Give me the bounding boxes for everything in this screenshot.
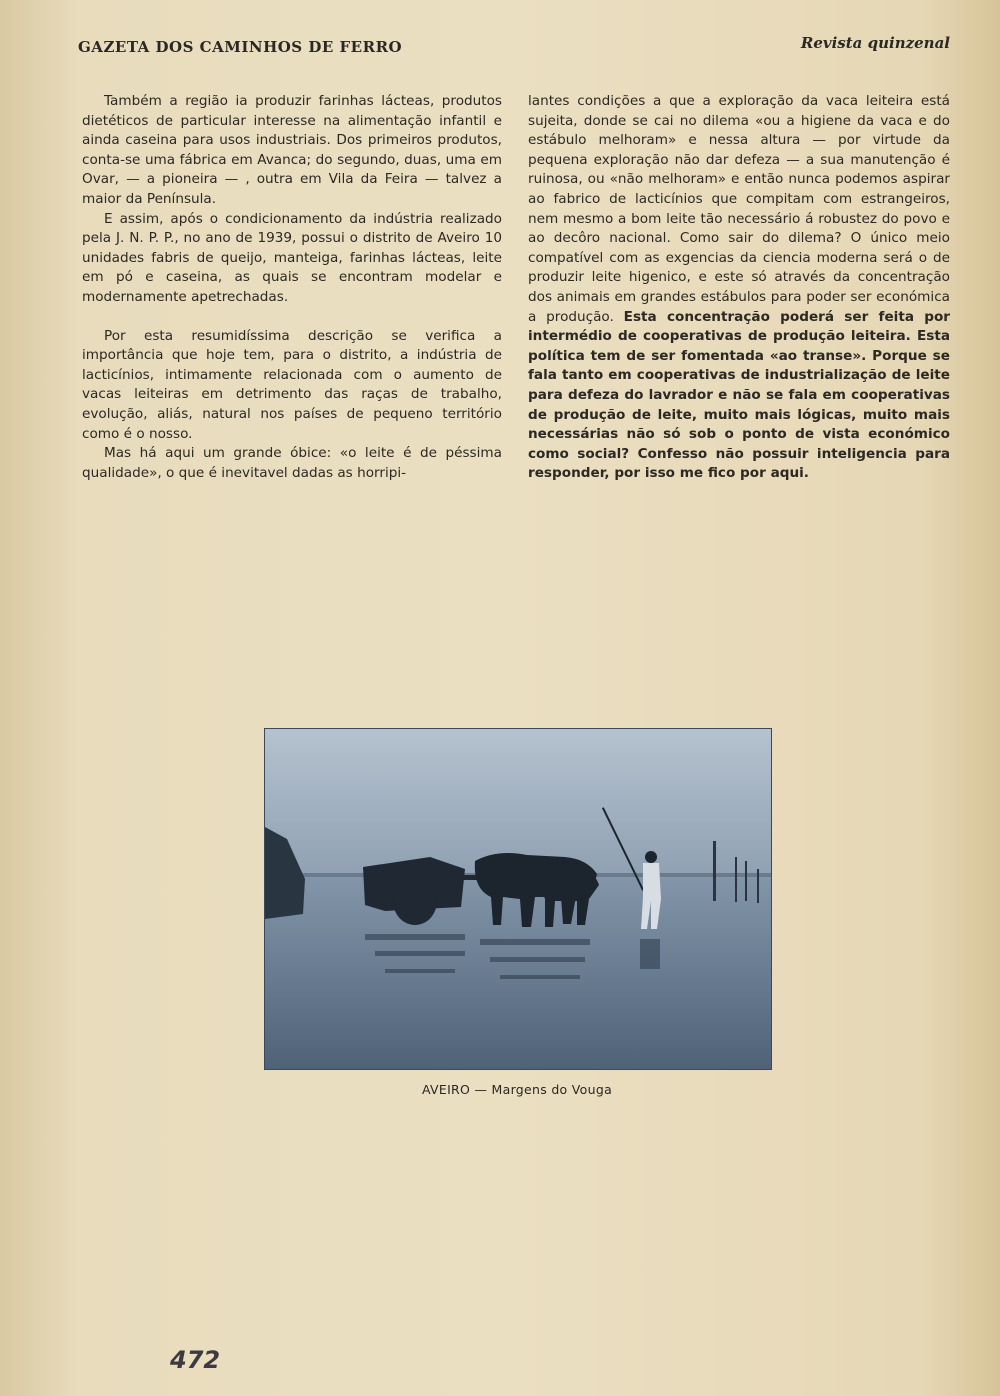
right-text-bold: Esta concentração poderá ser feita por intermédio de cooperativas de produção leiteira. Esta política tem de ser fomentada «ao transe». Porque se fala tanto em cooperativas de industrialização de leite para defeza do lavrador e não se fala em cooperativas de produção de leite, muito mais lógicas, muito mais necessárias não só sob o ponto de vista económico como social? Confesso não possuir inteligencia para responder, por isso me fico por aqui.: [528, 308, 950, 482]
left-paragraph-3: Por esta resumidíssima descrição se verifica a importância que hoje tem, para o distrito, a indústria de lacticínios, intimamente relacionada com o aumento de vacas leiteiras em detrimento das raças de trabalho, evolução, aliás, natural nos países de pequeno território como é o nosso.: [82, 327, 502, 442]
publication-title: GAZETA DOS CAMINHOS DE FERRO: [78, 38, 403, 56]
photograph-oxcart-river: [264, 728, 772, 1070]
photo-illustration: [265, 729, 771, 1069]
right-text-column: [528, 92, 950, 484]
right-text-regular: lantes condições a que a exploração da vaca leiteira está sujeita, donde se cai no dilema «ou a higiene da vaca e do estábulo melhoram» e nessa altura — por virtude da pequena exploração não dar defeza — a sua manutenção é ruinosa, ou «não melhoram» e então nunca podemos aspirar ao fabrico de lacticínios que compitam com estrangeiros, nem mesmo a bom leite tão necessário á robustez do povo e ao decôro nacional. Como sair do dilema? O único meio compatível com as exgencias da ciencia moderna será o de produzir leite higenico, e este só através da concentração dos animais em grandes estábulos para poder ser económica a produção.: [528, 93, 950, 325]
left-text-column: [82, 92, 502, 483]
photo-caption: AVEIRO — Margens do Vouga: [421, 1082, 613, 1097]
left-paragraph-1: Também a região ia produzir farinhas lácteas, produtos dietéticos de particular interesse na alimentação infantil e ainda caseina para usos industriais. Dos primeiros produtos, conta-se uma fábrica em Avanca; do segundo, duas, uma em Ovar, — a pioneira — , outra em Vila da Feira — talvez a maior da Península.: [82, 93, 502, 207]
right-paragraph-continuation: [528, 92, 950, 484]
publication-subtitle: Revista quinzenal: [800, 34, 950, 52]
left-paragraph-2: E assim, após o condicionamento da indústria realizado pela J. N. P. P., no ano de 1939, possui o distrito de Aveiro 10 unidades fabris de queijo, manteiga, farinhas lácteas, leite em pó e caseina, as quais se encontram modelar e modernamente apetrechadas.: [82, 210, 502, 305]
water-area: [265, 874, 771, 1069]
page-number: 472: [170, 1346, 221, 1374]
left-paragraph-4: Mas há aqui um grande óbice: «o leite é de péssima qualidade», o que é inevitavel dadas as horripi-: [82, 445, 502, 481]
